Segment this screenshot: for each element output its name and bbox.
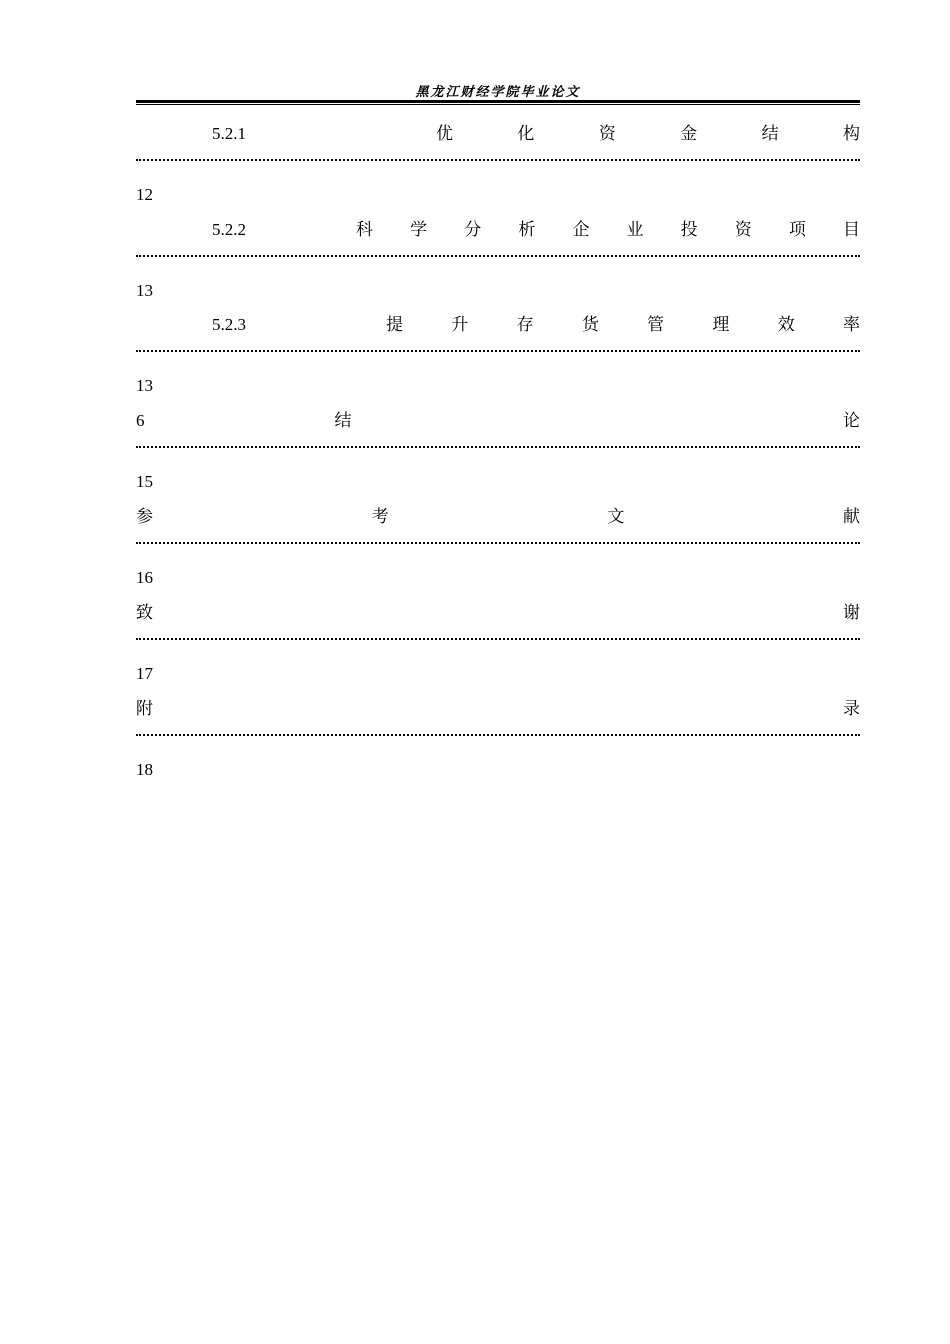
toc-title-char: 结	[334, 411, 352, 431]
toc-title-char: 升	[451, 315, 469, 335]
toc-entry[interactable]	[136, 409, 860, 505]
toc-title-char: 谢	[843, 603, 860, 623]
toc-page-number: 13	[136, 281, 153, 300]
toc-title-char: 参	[136, 507, 153, 527]
header-rule-thick	[136, 100, 860, 103]
toc-section-title	[386, 313, 860, 337]
toc-entry[interactable]	[136, 505, 860, 601]
toc-title-char: 理	[712, 315, 730, 335]
toc-title-char: 率	[842, 315, 860, 335]
toc-section-number: 5.2.3	[212, 315, 246, 334]
toc-entry[interactable]	[136, 122, 860, 218]
toc-title-char: 论	[843, 411, 860, 431]
toc-title-char: 化	[517, 124, 535, 144]
toc-title-char: 考	[371, 507, 389, 527]
toc-dot-leader	[136, 349, 860, 352]
toc-page-number: 18	[136, 760, 153, 779]
toc-page-number: 13	[136, 376, 153, 395]
toc-title-char: 文	[607, 507, 625, 527]
toc-entry[interactable]	[136, 218, 860, 314]
toc-dot-leader	[136, 158, 860, 161]
toc-title-char: 结	[761, 124, 779, 144]
header-title: 黑龙江财经学院毕业论文	[415, 85, 581, 100]
toc-section-number: 5.2.1	[212, 124, 246, 143]
toc-title-char: 致	[136, 603, 153, 623]
toc-entry[interactable]	[136, 313, 860, 409]
toc-title-line	[136, 601, 860, 625]
toc-title-char: 金	[680, 124, 698, 144]
toc-title-char: 效	[777, 315, 795, 335]
toc-dot-leader	[136, 445, 860, 448]
toc-title-char: 存	[516, 315, 534, 335]
toc-section-title	[136, 505, 860, 529]
toc-section-title	[436, 122, 860, 146]
toc-title-line	[136, 409, 860, 433]
toc-section-title	[136, 601, 860, 625]
toc-title-char: 科	[356, 220, 373, 240]
toc-title-line	[136, 218, 860, 242]
toc-title-char: 目	[842, 220, 860, 240]
toc-section-number: 6	[136, 411, 145, 430]
toc-dot-leader	[136, 733, 860, 736]
toc-page-number: 15	[136, 472, 153, 491]
toc-page-number: 17	[136, 664, 153, 683]
toc-title-char: 提	[386, 315, 403, 335]
header-rule-thin	[136, 104, 860, 105]
toc-dot-leader	[136, 637, 860, 640]
toc-title-char: 项	[788, 220, 806, 240]
toc-title-char: 附	[136, 699, 153, 719]
page-header	[136, 78, 860, 102]
toc-title-line	[136, 122, 860, 146]
toc-section-title	[335, 409, 861, 433]
toc-title-char: 管	[647, 315, 665, 335]
toc-section-title	[356, 218, 860, 242]
toc-title-char: 企	[572, 220, 590, 240]
toc-title-line	[136, 697, 860, 721]
toc-page-number: 16	[136, 568, 153, 587]
toc-title-char: 学	[410, 220, 428, 240]
toc-entry[interactable]	[136, 601, 860, 697]
toc-section-title	[136, 697, 860, 721]
toc-title-line	[136, 313, 860, 337]
toc-entry[interactable]	[136, 697, 860, 793]
toc-dot-leader	[136, 541, 860, 544]
toc-title-char: 资	[598, 124, 616, 144]
toc-title-char: 构	[842, 124, 860, 144]
toc-title-char: 析	[518, 220, 536, 240]
toc-title-char: 优	[436, 124, 453, 144]
toc-title-char: 资	[734, 220, 752, 240]
toc-title-char: 业	[626, 220, 644, 240]
toc-title-char: 分	[464, 220, 482, 240]
toc-title-line	[136, 505, 860, 529]
toc-section-number: 5.2.2	[212, 220, 246, 239]
toc-dot-leader	[136, 254, 860, 257]
toc-title-char: 投	[680, 220, 698, 240]
toc-title-char: 录	[843, 699, 860, 719]
toc-title-char: 货	[581, 315, 599, 335]
toc-page-number: 12	[136, 185, 153, 204]
toc-title-char: 献	[842, 507, 860, 527]
